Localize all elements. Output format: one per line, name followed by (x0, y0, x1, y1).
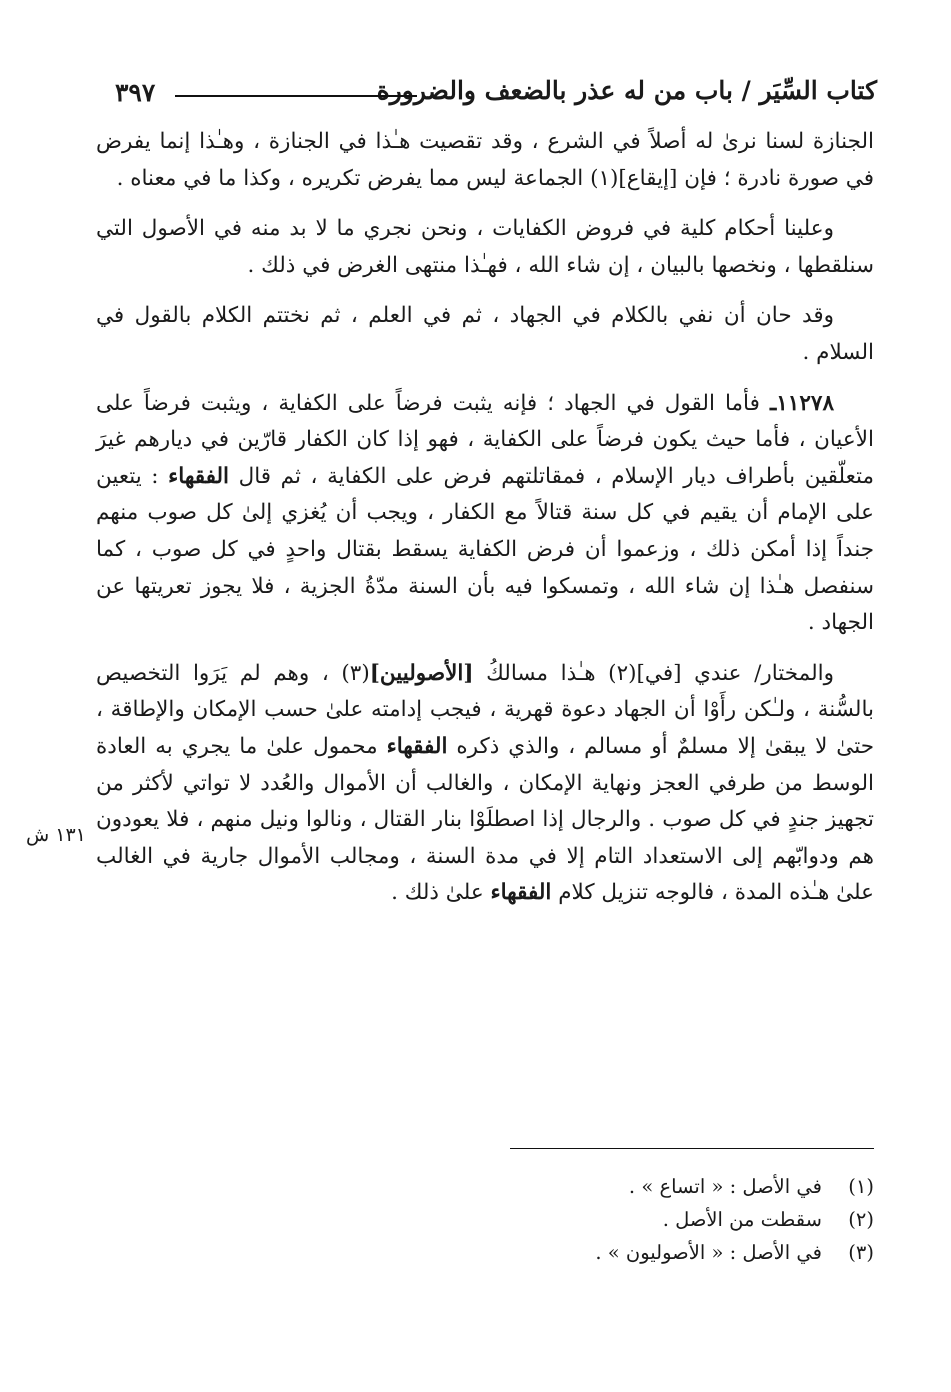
footnote-item (300, 1170, 874, 1203)
fuqaha-term: الفقهاء (490, 880, 552, 906)
paragraph-4 (96, 386, 874, 642)
footnote-text: سقطت من الأصل . (662, 1208, 822, 1231)
paragraph-2 (96, 211, 874, 284)
running-header (115, 68, 877, 112)
footnote-text: في الأصل : « الأصوليون » . (595, 1241, 822, 1264)
paragraph-1 (96, 124, 874, 197)
paragraph-4-text-before: فأما القول في الجهاد ؛ فإنه يثبت فرضاً على الكفاية ، ويثبت فرضاً على الأعيان ، فأما حيث يكون فرضاً على الكفاية ، فهو إذا كان الكفار قارّين في ديارهم غيرَ متعلّقين بأطراف ديار الإسلام ، فمقاتلتهم فرض على الكفاية ، ثم قال (96, 390, 874, 489)
manuscript-folio-note: ١٣١ ش (26, 824, 86, 846)
paragraph-5-part-1: والمختار/ عندي [في](٢) هـٰذا مسالكُ (473, 660, 834, 686)
footnote-separator (510, 1148, 874, 1149)
footnote-item (300, 1203, 874, 1236)
paragraph-5 (96, 656, 874, 912)
footnote-text: في الأصل : « اتساع » . (628, 1175, 822, 1198)
footnote-number: (١) (848, 1175, 874, 1198)
footnote-number: (٢) (848, 1208, 874, 1231)
paragraph-5-part-3: محمول علىٰ ما يجري به العادة الوسط من طرفي العجز ونهاية الإمكان ، والغالب أن الأموال والعُدد لا تواتي لأكثر من تجهيز جندٍ في كل صوب . والرجال إذا اصطلَوْا بنار القتال ، ونالوا ونيل منهم ، فلا يعودون هم ودوابّهم إلى الاستعداد التام إلا في مدة السنة ، ومجالب الأموال جارية في الغالب علىٰ هـٰذه المدة ، فالوجه تنزيل كلام (96, 733, 874, 906)
paragraph-1-text: الجنازة لسنا نرىٰ له أصلاً في الشرع ، وقد تقصيت هـٰذا في الجنازة ، وهـٰذا إنما يفرض في صورة نادرة ؛ فإن [إيقاع](١) الجماعة ليس مما يفرض تكريره ، وكذا ما في معناه . (96, 129, 874, 191)
paragraph-5-part-2: (٣) ، وهم لم يَرَوا التخصيص بالسُّنة ، ولـٰكن رأَوْا أن الجهاد دعوة قهرية ، فيجب إدامته علىٰ حسب الإمكان والإطاقة ، حتىٰ لا يبقىٰ إلا مسلمٌ أو مسالم ، والذي ذكره (96, 660, 874, 759)
main-text (96, 124, 874, 912)
paragraph-3-text: وقد حان أن نفي بالكلام في الجهاد ، ثم في العلم ، ثم نختتم الكلام بالقول في السلام . (96, 303, 874, 365)
footnote-item (300, 1236, 874, 1269)
paragraph-2-text: وعلينا أحكام كلية في فروض الكفايات ، ونحن نجري ما لا بد منه في الأصول التي سنلقطها ، ونخصها بالبيان ، إن شاء الله ، فهـٰذا منتهى الغرض في ذلك . (96, 216, 874, 278)
fuqaha-term: الفقهاء (386, 733, 448, 759)
footnote-number: (٣) (848, 1241, 874, 1264)
paragraph-5-part-4: علىٰ ذلك . (391, 880, 491, 906)
header-title: كتاب السِّيَر / باب من له عذر بالضعف والضرورة (376, 76, 877, 105)
usuliyyin-term: [الأصوليين] (369, 660, 474, 686)
paragraph-number: ١١٢٧٨ـ (769, 390, 834, 416)
fuqaha-term: الفقهاء (168, 463, 230, 489)
paragraph-3 (96, 298, 874, 371)
header-rule (175, 95, 417, 97)
paragraph-4-text-after: : يتعين على الإمام أن يقيم في كل سنة قتالاً مع الكفار ، ويجب أن يُغزي إلىٰ كل صوب منهم جنداً إذا أمكن ذلك ، وزعموا أن فرض الكفاية يسقط بقتال واحدٍ في كل صوب ، كما سنفصل هـٰذا إن شاء الله ، وتمسكوا فيه بأن السنة مدّةُ الجزية ، فلا يجوز تعريتها عن الجهاد . (96, 463, 874, 636)
footnotes (300, 1170, 874, 1269)
page-number: ٣٩٧ (115, 78, 156, 107)
